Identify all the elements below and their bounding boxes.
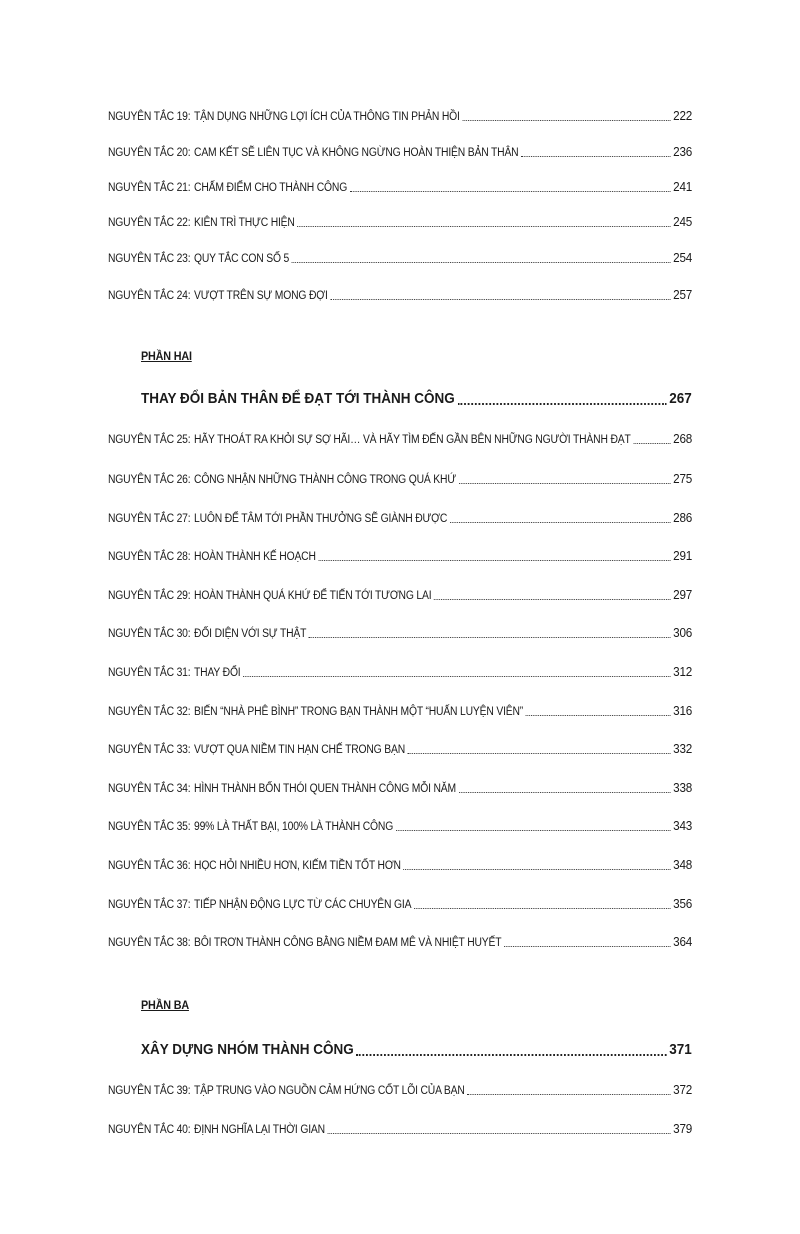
toc-entry-page: 291 xyxy=(673,548,693,563)
toc-entry-title: QUY TẮC CON SỐ 5 xyxy=(194,253,290,265)
toc-entry-title: ĐỊNH NGHĨA LẠI THỜI GIAN xyxy=(194,1124,325,1136)
toc-entry-page: 306 xyxy=(673,625,693,640)
toc-entry xyxy=(108,855,692,875)
toc-entry-title: HÌNH THÀNH BỐN THÓI QUEN THÀNH CÔNG MỖI NĂM xyxy=(194,783,456,795)
dot-leader xyxy=(414,894,670,909)
part-heading xyxy=(141,388,692,410)
toc-entry-title: VƯỢT QUA NIỀM TIN HẠN CHẾ TRONG BẠN xyxy=(194,744,405,756)
toc-entry-page: 364 xyxy=(673,934,693,949)
toc-entry-title: HOÀN THÀNH QUÁ KHỨ ĐỂ TIẾN TỚI TƯƠNG LAI xyxy=(194,590,432,602)
toc-entry xyxy=(108,816,692,836)
toc-entry-title: TIẾP NHẬN ĐỘNG LỰC TỪ CÁC CHUYÊN GIA xyxy=(194,899,412,911)
dot-leader xyxy=(309,623,670,638)
toc-entry xyxy=(108,701,692,721)
toc-entry xyxy=(108,248,692,268)
toc-entry-title: 99% LÀ THẤT BẠI, 100% LÀ THÀNH CÔNG xyxy=(194,821,394,833)
toc-entry-label: NGUYÊN TẮC 26: xyxy=(108,474,191,486)
toc-entry-title: TẬP TRUNG VÀO NGUỒN CẢM HỨNG CỐT LÕI CỦA BẠN xyxy=(194,1085,465,1097)
dot-leader xyxy=(356,1039,666,1056)
toc-entry xyxy=(108,106,692,126)
toc-entry-label: NGUYÊN TẮC 39: xyxy=(108,1085,191,1097)
toc-entry xyxy=(108,142,692,162)
toc-entry-page: 379 xyxy=(673,1121,693,1136)
part-label: PHẦN BA xyxy=(141,998,189,1012)
toc-entry-label: NGUYÊN TẮC 28: xyxy=(108,551,191,563)
dot-leader xyxy=(396,816,671,831)
part-title: XÂY DỰNG NHÓM THÀNH CÔNG xyxy=(141,1041,354,1058)
part-heading xyxy=(141,1039,692,1061)
dot-leader xyxy=(404,855,671,870)
toc-entry-title: TẬN DỤNG NHỮNG LỢI ÍCH CỦA THÔNG TIN PHẢN HỒI xyxy=(194,111,460,123)
dot-leader xyxy=(459,778,671,793)
toc-entry xyxy=(108,212,692,232)
toc-entry xyxy=(108,429,692,449)
toc-entry-page: 343 xyxy=(673,818,693,833)
toc-entry-page: 236 xyxy=(673,144,693,159)
toc-entry-label: NGUYÊN TẮC 37: xyxy=(108,899,191,911)
dot-leader xyxy=(504,932,670,947)
toc-entry-page: 241 xyxy=(673,179,693,194)
toc-entry-title: HỌC HỎI NHIỀU HƠN, KIẾM TIỀN TỐT HƠN xyxy=(194,860,401,872)
toc-entry xyxy=(108,469,692,489)
toc-entry-page: 356 xyxy=(673,896,693,911)
toc-entry-page: 245 xyxy=(673,214,693,229)
toc-entry-title: KIÊN TRÌ THỰC HIỆN xyxy=(194,217,295,229)
toc-entry xyxy=(108,739,692,759)
toc-entry-page: 312 xyxy=(673,664,693,679)
part-title: THAY ĐỔI BẢN THÂN ĐỂ ĐẠT TỚI THÀNH CÔNG xyxy=(141,390,455,407)
toc-entry-label: NGUYÊN TẮC 31: xyxy=(108,667,191,679)
toc-entry-title: CHẤM ĐIỂM CHO THÀNH CÔNG xyxy=(194,182,348,194)
toc-entry xyxy=(108,546,692,566)
dot-leader xyxy=(243,662,670,677)
toc-entry-title: BÔI TRƠN THÀNH CÔNG BẰNG NIỀM ĐAM MÊ VÀ NHIỆT HUYẾT xyxy=(194,937,502,949)
toc-entry-label: NGUYÊN TẮC 33: xyxy=(108,744,191,756)
toc-entry-title: THAY ĐỔI xyxy=(194,667,241,679)
dot-leader xyxy=(297,212,670,227)
toc-entry-label: NGUYÊN TẮC 24: xyxy=(108,290,191,302)
toc-entry xyxy=(108,894,692,914)
toc-entry-label: NGUYÊN TẮC 23: xyxy=(108,253,191,265)
toc-entry-page: 338 xyxy=(673,780,693,795)
toc-entry xyxy=(108,623,692,643)
dot-leader xyxy=(457,388,666,405)
dot-leader xyxy=(526,701,671,716)
toc-entry-page: 297 xyxy=(673,587,693,602)
toc-entry-page: 372 xyxy=(673,1082,693,1097)
toc-entry-title: CAM KẾT SẼ LIÊN TỤC VÀ KHÔNG NGỪNG HOÀN THIỆN BẢN THÂN xyxy=(194,147,519,159)
toc-entry-label: NGUYÊN TẮC 25: xyxy=(108,434,191,446)
dot-leader xyxy=(467,1080,670,1095)
toc-entry-label: NGUYÊN TẮC 38: xyxy=(108,937,191,949)
dot-leader xyxy=(330,285,670,300)
toc-entry-label: NGUYÊN TẮC 30: xyxy=(108,628,191,640)
toc-entry xyxy=(108,1080,692,1100)
toc-entry-page: 348 xyxy=(673,857,693,872)
toc-entry-label: NGUYÊN TẮC 35: xyxy=(108,821,191,833)
toc-entry-page: 275 xyxy=(673,471,693,486)
toc-entry-label: NGUYÊN TẮC 21: xyxy=(108,182,191,194)
toc-entry xyxy=(108,285,692,305)
toc-entry-label: NGUYÊN TẮC 19: xyxy=(108,111,191,123)
part-page: 267 xyxy=(669,390,692,407)
toc-entry-title: VƯỢT TRÊN SỰ MONG ĐỢI xyxy=(194,290,328,302)
toc-entry xyxy=(108,932,692,952)
toc-entry-label: NGUYÊN TẮC 40: xyxy=(108,1124,191,1136)
dot-leader xyxy=(408,739,671,754)
toc-entry-label: NGUYÊN TẮC 22: xyxy=(108,217,191,229)
dot-leader xyxy=(318,546,670,561)
toc-entry-page: 268 xyxy=(673,431,693,446)
dot-leader xyxy=(328,1119,671,1134)
toc-entry-title: ĐỐI DIỆN VỚI SỰ THẬT xyxy=(194,628,307,640)
toc-entry-label: NGUYÊN TẮC 32: xyxy=(108,706,191,718)
toc-entry-title: HÃY THOÁT RA KHỎI SỰ SỢ HÃI… VÀ HÃY TÌM ĐẾN GẦN BÊN NHỮNG NGƯỜI THÀNH ĐẠT xyxy=(194,434,631,446)
dot-leader xyxy=(633,429,670,444)
toc-entry-label: NGUYÊN TẮC 36: xyxy=(108,860,191,872)
dot-leader xyxy=(292,248,671,263)
dot-leader xyxy=(434,585,670,600)
toc-entry-label: NGUYÊN TẮC 20: xyxy=(108,147,191,159)
toc-entry xyxy=(108,662,692,682)
toc-entry xyxy=(108,585,692,605)
part-page: 371 xyxy=(669,1041,692,1058)
toc-entry-title: BIẾN “NHÀ PHÊ BÌNH” TRONG BẠN THÀNH MỘT “HUẤN LUYỆN VIÊN” xyxy=(194,706,524,718)
toc-entry xyxy=(108,177,692,197)
toc-entry-page: 332 xyxy=(673,741,693,756)
toc-entry-page: 254 xyxy=(673,250,693,265)
toc-entry-title: HOÀN THÀNH KẾ HOẠCH xyxy=(194,551,316,563)
part-label: PHẦN HAI xyxy=(141,349,192,363)
toc-entry-page: 222 xyxy=(673,108,693,123)
toc-entry xyxy=(108,1119,692,1139)
dot-leader xyxy=(521,142,670,157)
toc-entry-page: 257 xyxy=(673,287,693,302)
dot-leader xyxy=(462,106,670,121)
toc-entry xyxy=(108,508,692,528)
toc-entry-page: 316 xyxy=(673,703,693,718)
toc-entry-label: NGUYÊN TẮC 27: xyxy=(108,513,191,525)
toc-entry xyxy=(108,778,692,798)
toc-entry-label: NGUYÊN TẮC 34: xyxy=(108,783,191,795)
dot-leader xyxy=(459,469,671,484)
toc-entry-page: 286 xyxy=(673,510,693,525)
dot-leader xyxy=(350,177,671,192)
dot-leader xyxy=(450,508,671,523)
toc-entry-title: LUÔN ĐỂ TÂM TỚI PHẦN THƯỞNG SẼ GIÀNH ĐƯỢC xyxy=(194,513,448,525)
toc-entry-title: CÔNG NHẬN NHỮNG THÀNH CÔNG TRONG QUÁ KHỨ xyxy=(194,474,456,486)
toc-entry-label: NGUYÊN TẮC 29: xyxy=(108,590,191,602)
